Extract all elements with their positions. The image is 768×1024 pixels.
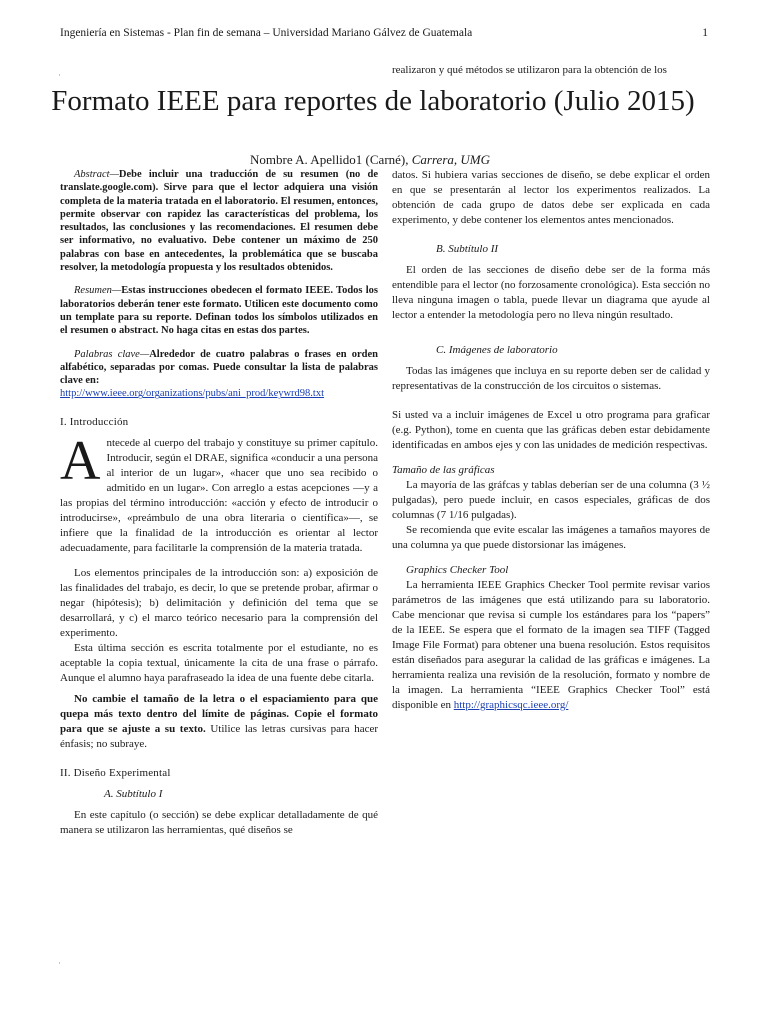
graphics-checker-text: La herramienta IEEE Graphics Checker Tool permite revisar varios parámetros de las imágenes que está utilizando para su laboratorio. Cabe mencionar que revisa si cumple los estándares para los “papers” de la IEEE. Se espera que el formato de la imagen sea TIFF (Tagged Image File Format) para obtener una buena resolución. Estos requisitos están diseñados para asegurar la calidad de las gráficas e imágenes. La herramienta realiza una revisión de la resolución, formato y nombre de la imagen. La herramienta “IEEE Graphics Checker Tool” está disponible en xyxy=(392,579,710,711)
continuation-paragraph: datos. Si hubiera varias secciones de diseño, se debe explicar el orden en que se presentarán al lector los experimentos realizados. La obtención de cada grupo de datos debe ser explicada en cada experimento, y debe contener los elementos antes mencionados. xyxy=(392,169,710,226)
subsection-c-paragraph-2: Si usted va a incluir imágenes de Excel u otro programa para graficar (e.g. Python), tome en cuenta que las gráficas deben estar debidamente identificadas en ambos ejes y con las unidades de medición respectivas. xyxy=(392,409,710,451)
author-affiliation: Carrera, UMG xyxy=(411,152,490,167)
intro-paragraph-4 xyxy=(60,692,378,752)
resumen-lead: Resumen— xyxy=(74,285,122,297)
section-heading-diseno: II. Diseño Experimental xyxy=(60,767,171,780)
subsection-heading-c: C. Imágenes de laboratorio xyxy=(436,344,558,356)
paper-title: Formato IEEE para reportes de laboratorio (Julio 2015) xyxy=(51,85,695,117)
running-header: Ingeniería en Sistemas - Plan fin de semana – Universidad Mariano Gálvez de Guatemala xyxy=(60,27,473,39)
resumen xyxy=(60,284,378,337)
graphics-checker-paragraph xyxy=(392,578,710,713)
keywords-text: Alrededor de cuatro palabras o frases en orden alfabético, separadas por comas. Puede consultar la lista de palabras clave en: xyxy=(60,348,378,387)
author-line xyxy=(170,152,570,168)
keywords-link[interactable]: http://www.ieee.org/organizations/pubs/ani_prod/keywrd98.txt xyxy=(60,388,325,400)
keywords-link-line xyxy=(60,387,378,401)
keywords-lead: Palabras clave— xyxy=(74,348,150,360)
intro-paragraph-4-rest: Utilice las letras cursivas para hacer énfasis; no subraye. xyxy=(60,723,378,751)
intro-paragraph-2: Los elementos principales de la introducción son: a) exposición de las finalidades del trabajo, es decir, lo que se pretende probar, afirmar o negar (hipótesis); b) delimitación y definición del tema que se desarrollará, y c) el marco teórico necesario para la comprensión del experimento. xyxy=(60,567,378,640)
subheading-graphics-checker-tool: Graphics Checker Tool xyxy=(406,564,509,576)
intro-paragraph-1 xyxy=(60,430,378,556)
subsection-b-text: El orden de las secciones de diseño debe ser de la forma más entendible para el lector (no forzosamente cronológica). Esta sección no lleva ninguna imagen o tabla, puede llevar un diagrama que ayude al lector a entender la metodología pero no lleva ningún resultado. xyxy=(392,264,710,321)
intro-paragraph-1-text: ntecede al cuerpo del trabajo y constituye su primer capítulo. Introducir, según el DRAE, significa «conducir a una persona al interior de un lugar», «hacer que uno sea recibido o admitido en un lugar». Con arreglo a estas acepciones —y a las propias del término introducción: «acción y efecto de introducir o introducirse», «preámbulo de una obra literaria o científica»—, se infiere que la finalidad de la introducción es orientar al lector adecuadamente, para facilitarle la comprensión de la materia tratada. xyxy=(60,437,378,555)
abstract-lead: Abstract— xyxy=(74,169,119,180)
section-heading-introduccion: I. Introducción xyxy=(60,416,129,429)
intro-paragraph-3: Esta última sección es escrita totalmente por el estudiante, no es aceptable la copia textual, únicamente la cita de una frase o párrafo. Aunque el alumno haya parafraseado la idea de una fuente debe citarla. xyxy=(60,642,378,685)
drop-cap: A xyxy=(60,430,101,493)
abstract-text: Debe incluir una traducción de su resumen (no de translate.google.com). Sirve para que el lector adquiera una visión completa de la materia tratada en el laboratorio. El resumen, entonces, permite observar con rapidez las características del problema, los resultados, las conclusiones y las recomendaciones. El resumen debe ser informativo, no evaluativo. Debe contener un máximo de 250 palabras con base en antecedentes, la problemática que se buscaba resolver, la metodología propuesta y los resultados obtenidos. xyxy=(60,169,378,274)
margin-mark: · xyxy=(58,70,61,80)
subsection-c-paragraph-1: Todas las imágenes que incluya en su reporte deben ser de calidad y representativas de la construcción de los circuitos o sistemas. xyxy=(392,365,710,392)
abstract xyxy=(60,168,378,274)
left-column xyxy=(60,168,378,838)
graphics-checker-link[interactable]: http://graphicsqc.ieee.org/ xyxy=(453,699,569,711)
margin-mark-bottom: · xyxy=(58,958,61,968)
tamano-paragraph-2: Se recomienda que evite escalar las imágenes a tamaños mayores de una columna ya que puede distorsionar las imágenes. xyxy=(392,524,710,551)
author-name: Nombre A. Apellido1 (Carné), xyxy=(250,152,409,167)
page-number: 1 xyxy=(702,27,708,39)
tamano-paragraph-1: La mayoría de las gráfcas y tablas deberían ser de una columna (3 ½ pulgadas), pero puede incluir, en casos especiales, gráficas de dos columnas (7 1/16 pulgadas). xyxy=(392,479,710,521)
subsection-heading-b: B. Subtítulo II xyxy=(436,243,499,255)
subsection-a-text: En este capítulo (o sección) se debe explicar detalladamente de qué manera se utilizaron las herramientas, qué diseños se xyxy=(60,809,378,837)
resumen-text: Estas instrucciones obedecen el formato IEEE. Todos los laboratorios deberán tener este formato. Utilicen este documento como un template para su reporte. Definan todos los símbolos utilizados en el resumen o abstract. No haga citas en estas dos partes. xyxy=(60,285,378,337)
intro-paragraph-4-bold: No cambie el tamaño de la letra o el espaciamiento para que quepa más texto dentro del límite de páginas. Copie el formato para que se ajuste a su texto. xyxy=(60,693,378,736)
keywords xyxy=(60,348,378,388)
subsection-heading-a: A. Subtítulo I xyxy=(104,788,163,801)
subheading-tamano-graficas: Tamaño de las gráficas xyxy=(392,464,495,476)
right-column xyxy=(392,168,710,713)
continued-text-fragment: realizaron y qué métodos se utilizaron para la obtención de los xyxy=(392,64,667,76)
